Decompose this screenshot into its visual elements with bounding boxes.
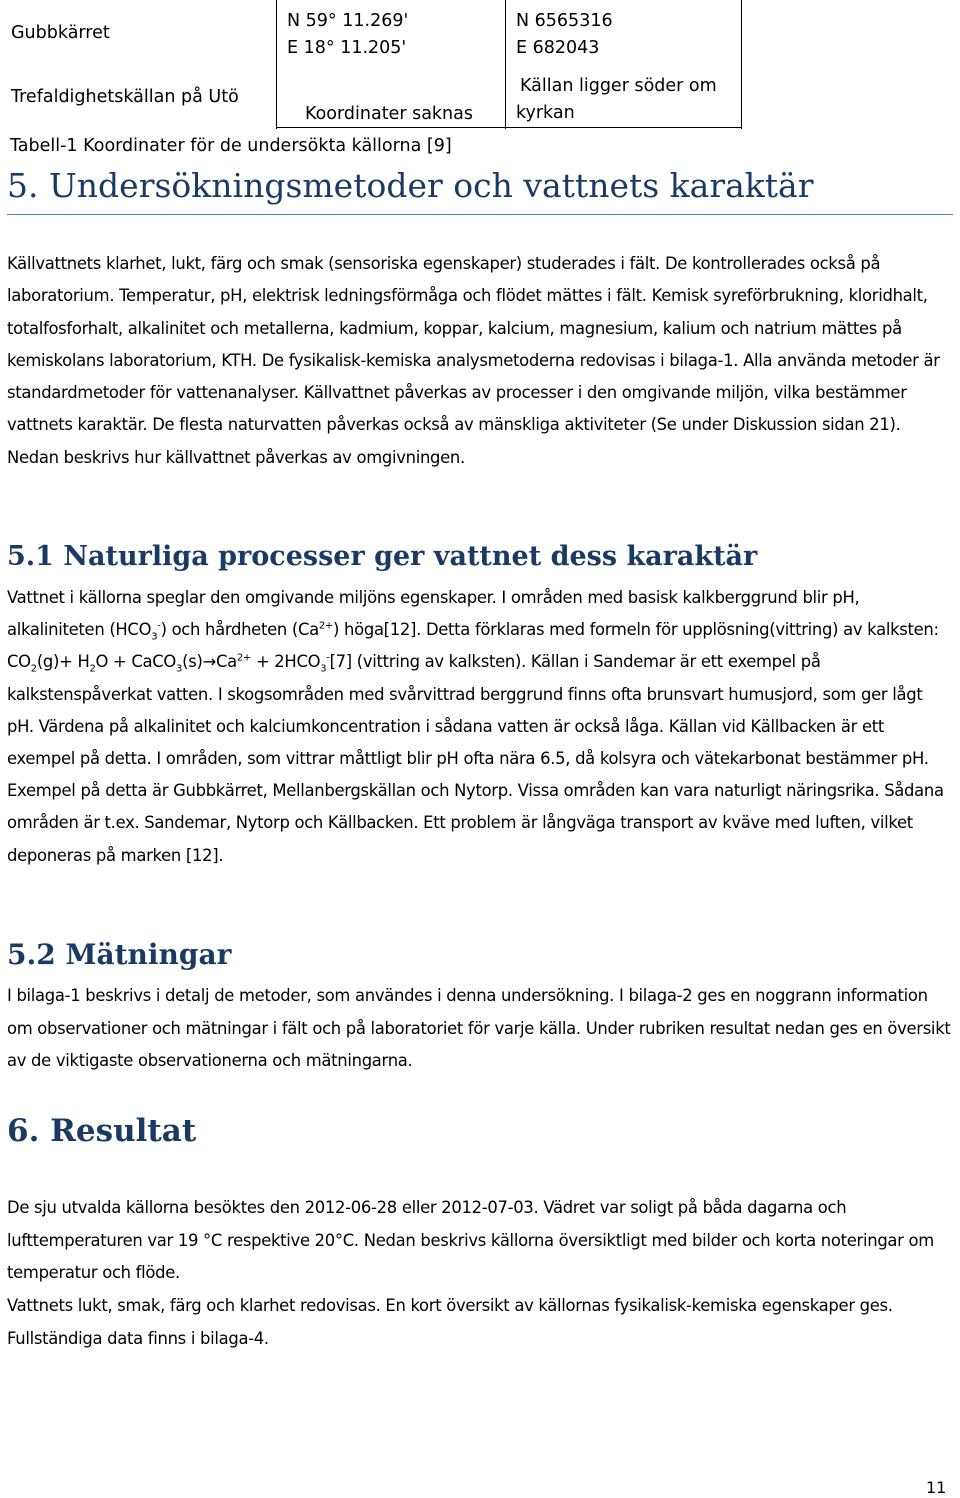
section-5-paragraph: Källvattnets klarhet, lukt, färg och smak (sensoriska egenskaper) studerades i fält. De kontrollerades också på laboratorium. Temperatur, pH, elektrisk ledningsförmåga och flödet mättes i fält. Kemisk syreförbrukning, kloridhalt, totalfosforhalt, alkalinitet och metallerna, kadmium, koppar, kalcium, magnesium, kalium och natrium mättes på kemiskolans laboratorium, KTH. De fysikalisk-kemiska analysmetoderna redovisas i bilaga-1. Alla använda metoder är standardmetoder för vattenanalyser. Källvattnet påverkas av processer i den omgivande miljön, vilka bestämmer vattnets karaktär. De flesta naturvatten påverkas också av mänskliga aktiviteter (Se under Diskussion sidan 21). Nedan beskrivs hur källvattnet påverkas av omgivningen. (7, 254, 940, 467)
section-heading-6: 6. Resultat (7, 1113, 197, 1149)
coordinates-table (0, 0, 742, 130)
section-6-paragraph: Vattnets lukt, smak, färg och klarhet redovisas. En kort översikt av källornas fysikalisk-kemiska egenskaper ges. Fullständiga data finns i bilaga-4. (7, 1296, 893, 1348)
table-cell-wgs-east: E 18° 11.205' (287, 38, 407, 58)
table-cell-rt-east: E 682043 (516, 38, 600, 58)
section-heading-5-2: 5.2 Mätningar (7, 938, 232, 971)
page-number: 11 (926, 1478, 947, 1497)
table-cell-spring-name: Trefaldighetskällan på Utö (11, 87, 239, 107)
heading-underline (7, 214, 953, 215)
table-border (276, 0, 277, 129)
table-border (276, 127, 742, 128)
table-cell-location-note: Källan ligger söder om (520, 76, 717, 96)
table-cell-location-note: kyrkan (516, 103, 575, 123)
section-5-1-paragraph: Vattnet i källorna speglar den omgivande miljöns egenskaper. I områden med basisk kalkberggrund blir pH, alkaliniteten $(HCO_3^-)$ och hårdheten $(Ca^{2+})$ höga[12]. Detta förklaras med formeln för upplösning(vittring) av kalksten: $CO_2(g)+ H_2O$ + $CaCO_3(s)\to Ca^{2+} + 2HCO_3^-[7]$ (vittring av kalksten). Källan i Sandemar är ett exempel på kalkstenspåverkat vatten. I skogsområden med svårvittrad berggrund finns ofta brunsvart humusjord, som ger lågt pH. Värdena på alkalinitet och kalciumkoncentration i sådana vatten är också låga. Källan vid Källbacken är ett exempel på detta. I områden, som vittrar måttligt blir pH ofta nära 6.5, då kolsyra och vätekarbonat bestämmer pH. Exempel på detta är Gubbkärret, Mellanbergskällan och Nytorp. Vissa områden kan vara naturligt näringsrika. Sådana områden är t.ex. Sandemar, Nytorp och Källbacken. Ett problem är långväga transport av kväve med luften, vilket deponeras på marken [12]. (7, 588, 944, 865)
section-heading-5: 5. Undersökningsmetoder och vattnets karaktär (7, 166, 814, 205)
table-border (505, 0, 506, 129)
table-cell-rt-north: N 6565316 (516, 11, 613, 31)
table-cell-wgs-north: N 59° 11.269' (287, 11, 409, 31)
table-caption: Tabell-1 Koordinater för de undersökta källorna [9] (10, 136, 452, 156)
table-border (741, 0, 742, 129)
table-cell-spring-name: Gubbkärret (11, 23, 110, 43)
section-6-paragraph: De sju utvalda källorna besöktes den 2012-06-28 eller 2012-07-03. Vädret var soligt på båda dagarna och lufttemperaturen var 19 °C respektive 20°C. Nedan beskrivs källorna översiktligt med bilder och korta noteringar om temperatur och flöde. (7, 1198, 934, 1282)
section-5-2-paragraph: I bilaga-1 beskrivs i detalj de metoder, som användes i denna undersökning. I bilaga-2 ges en noggrann information om observationer och mätningar i fält och på laboratoriet för varje källa. Under rubriken resultat nedan ges en översikt av de viktigaste observationerna och mätningarna. (7, 986, 951, 1070)
section-heading-5-1: 5.1 Naturliga processer ger vattnet dess karaktär (7, 541, 758, 572)
table-cell-coordinates-missing: Koordinater saknas (305, 104, 473, 124)
